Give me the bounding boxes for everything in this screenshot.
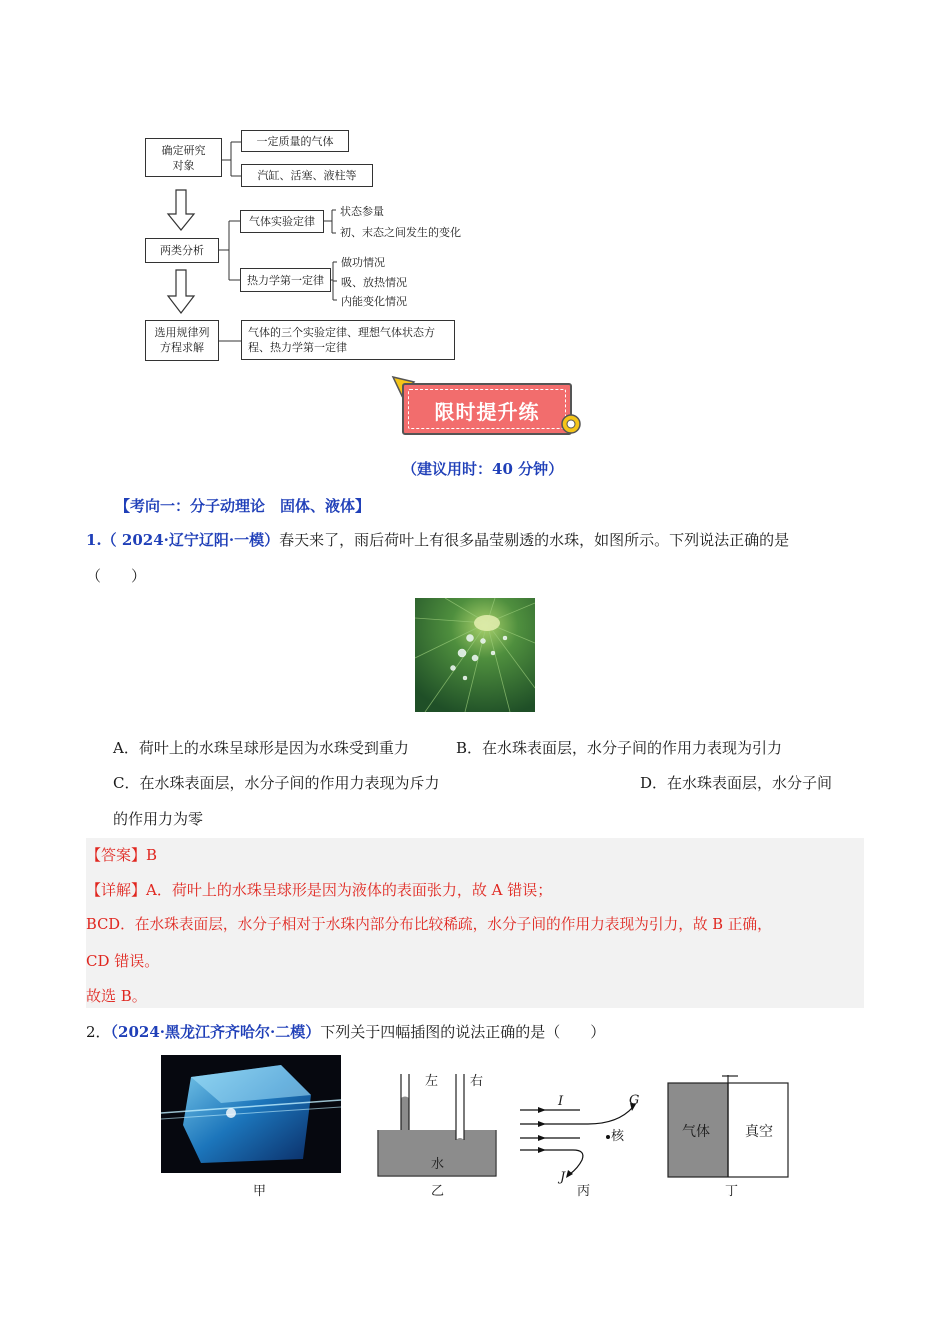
flowchart-connectors	[0, 0, 950, 380]
banner-title: 限时提升练	[434, 400, 540, 424]
flow-gas-law-item1: 状态参量	[340, 205, 384, 218]
figure-bing-label-i: I	[558, 1094, 564, 1109]
detail-line2: BCD．在水珠表面层，水分子相对于水珠内部分布比较稀疏，水分子间的作用力表现为引力，故 B 正确，	[86, 916, 772, 933]
detail-line4: 故选 B。	[86, 987, 147, 1005]
flow-option1-box	[241, 130, 349, 152]
figure-yi-right-label: 右	[470, 1074, 484, 1089]
flow-step1-box	[145, 138, 222, 177]
figure-caption-yi: 乙	[431, 1184, 445, 1199]
flow-option2-text: 汽缸、活塞、液柱等	[257, 169, 357, 182]
flow-step2-text: 两类分析	[160, 244, 204, 257]
figure-bing-label-g: G	[629, 1093, 640, 1108]
question2-stem: 下列关于四幅插图的说法正确的是（ ）	[320, 1023, 606, 1041]
figure-ding-vacuum-label: 真空	[745, 1124, 773, 1140]
figure-jia-crystal-image	[161, 1055, 341, 1173]
figure-caption-bing: 丙	[577, 1184, 591, 1199]
question1-number: 1.	[86, 531, 102, 549]
figure-yi-left-label: 左	[425, 1074, 439, 1089]
flow-gas-law-box	[240, 210, 324, 233]
figure-caption-jia: 甲	[253, 1184, 267, 1199]
figure-bing-nucleus-label: 核	[611, 1129, 625, 1144]
flow-step3-detail-text: 气体的三个实验定律、理想气体状态方程、热力学第一定律	[248, 326, 435, 354]
question1-option-a: A．荷叶上的水珠呈球形是因为水珠受到重力	[113, 739, 409, 757]
lotus-leaf-image	[415, 598, 535, 712]
question2-number: 2．	[86, 1023, 111, 1041]
figure-bing-label-j: J	[560, 1170, 566, 1185]
question1-option-d-cont: 的作用力为零	[113, 810, 204, 828]
figure-caption-ding: 丁	[725, 1184, 739, 1199]
flow-option2-box	[241, 164, 373, 187]
question1-option-d: D．在水珠表面层，水分子间	[640, 774, 833, 792]
answer-line	[86, 845, 157, 865]
flow-thermo-law-text: 热力学第一定律	[247, 274, 324, 287]
answer-value: B	[146, 846, 158, 864]
flow-step3-text: 选用规律列方程求解	[154, 326, 210, 354]
question1-blank: （ ）	[86, 567, 147, 585]
flow-step3-box	[145, 320, 219, 361]
flow-option1-text: 一定质量的气体	[256, 135, 334, 148]
detail-label: 【详解】	[86, 881, 147, 899]
flow-thermo-item3: 内能变化情况	[341, 295, 407, 308]
detail-line3: CD 错误。	[86, 952, 160, 970]
figure-yi-water-label: 水	[431, 1157, 445, 1172]
question1-option-c: C．在水珠表面层，水分子间的作用力表现为斥力	[113, 774, 440, 792]
question1-option-b: B．在水珠表面层，水分子间的作用力表现为引力	[456, 739, 783, 757]
question2-source: （2024·黑龙江齐齐哈尔·二模）	[110, 1023, 321, 1041]
flow-thermo-item1: 做功情况	[341, 256, 385, 269]
flow-thermo-law-box	[240, 268, 331, 292]
question1-source: （ 2024·辽宁辽阳·一模）	[101, 531, 280, 549]
answer-label: 【答案】	[86, 846, 147, 864]
flow-gas-law-item2: 初、末态之间发生的变化	[340, 226, 461, 239]
figure-ding-gas-label: 气体	[682, 1124, 710, 1140]
flow-step1-text: 确定研究对象	[161, 144, 206, 172]
flow-step2-box	[145, 238, 219, 263]
question1-line	[86, 530, 789, 550]
flow-step3-detail-box	[241, 320, 455, 360]
section-banner	[402, 383, 572, 435]
flow-gas-law-text: 气体实验定律	[249, 215, 315, 228]
suggested-time: （建议用时：40 分钟）	[402, 460, 564, 478]
question1-stem: 春天来了，雨后荷叶上有很多晶莹剔透的水珠，如图所示。下列说法正确的是	[279, 531, 790, 549]
flow-thermo-item2: 吸、放热情况	[341, 276, 407, 289]
section-heading: 【考向一：分子动理论 固体、液体】	[115, 497, 371, 515]
detail-line1	[86, 880, 552, 900]
question2-line	[86, 1022, 605, 1042]
ring-badge-icon	[558, 411, 584, 437]
detail-text1: A．荷叶上的水珠呈球形是因为液体的表面张力，故 A 错误；	[146, 881, 553, 899]
